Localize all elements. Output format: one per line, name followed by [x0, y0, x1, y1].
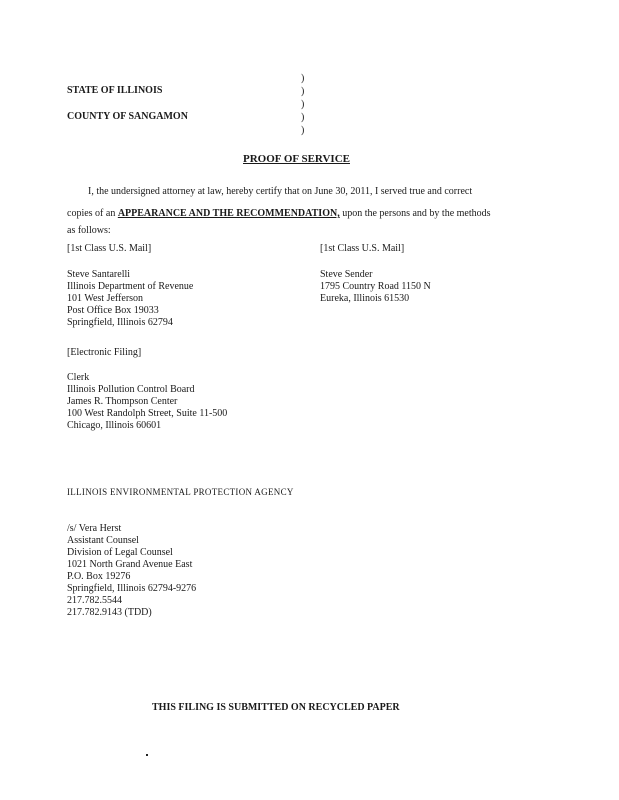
address-line: James R. Thompson Center	[67, 396, 178, 407]
signature-line: Springfield, Illinois 62794-9276	[67, 583, 197, 594]
address-line: Chicago, Illinois 60601	[67, 420, 162, 431]
signature-line: 217.782.5544	[67, 595, 122, 606]
signature-line: Division of Legal Counsel	[67, 547, 173, 558]
address-line: 101 West Jefferson	[67, 293, 144, 304]
address-line: 1795 Country Road 1150 N	[320, 281, 431, 292]
address-line: Post Office Box 19033	[67, 305, 159, 316]
signature-block	[67, 523, 196, 619]
paren: )	[301, 73, 305, 84]
recipient-right	[320, 269, 431, 305]
document-title: APPEARANCE AND THE RECOMMENDATION,	[117, 208, 340, 219]
address-line: Illinois Pollution Control Board	[67, 384, 195, 395]
paren: )	[301, 125, 305, 136]
signature-line: P.O. Box 19276	[67, 571, 131, 582]
intro-line-3: as follows:	[67, 225, 111, 236]
intro-line-1: I, the undersigned attorney at law, hereby certify that on June 30, 2011, I served true and correct	[88, 186, 473, 197]
paren: )	[301, 86, 305, 97]
intro-line-2	[67, 208, 491, 220]
address-line: Steve Sender	[320, 269, 373, 280]
page-title: PROOF OF SERVICE	[243, 153, 350, 165]
recycled-paper-notice: THIS FILING IS SUBMITTED ON RECYCLED PAPER	[152, 702, 400, 713]
address-line: 100 West Randolph Street, Suite 11-500	[67, 408, 228, 419]
address-line: Illinois Department of Revenue	[67, 281, 194, 292]
service-method-left: [1st Class U.S. Mail]	[67, 243, 152, 254]
recipient-clerk	[67, 372, 227, 432]
service-method-right: [1st Class U.S. Mail]	[320, 243, 405, 254]
paren: )	[301, 112, 305, 123]
signature-line: 217.782.9143 (TDD)	[67, 607, 152, 618]
signature-line: /s/ Vera Herst	[67, 523, 122, 534]
electronic-method: [Electronic Filing]	[67, 347, 142, 358]
signature-line: Assistant Counsel	[67, 535, 139, 546]
caption-parens	[301, 72, 309, 137]
signature-line: 1021 North Grand Avenue East	[67, 559, 193, 570]
state-caption: STATE OF ILLINOIS	[67, 85, 163, 96]
agency-name: ILLINOIS ENVIRONMENTAL PROTECTION AGENCY	[67, 487, 294, 497]
address-line: Springfield, Illinois 62794	[67, 317, 173, 328]
address-line: Steve Santarelli	[67, 269, 131, 280]
intro-prefix: copies of an	[67, 208, 118, 219]
address-line: Clerk	[67, 372, 90, 383]
stray-mark	[146, 754, 148, 756]
recipient-left	[67, 269, 193, 329]
county-caption: COUNTY OF SANGAMON	[67, 111, 188, 122]
intro-suffix: upon the persons and by the methods	[339, 208, 491, 219]
paren: )	[301, 99, 305, 110]
address-line: Eureka, Illinois 61530	[320, 293, 410, 304]
